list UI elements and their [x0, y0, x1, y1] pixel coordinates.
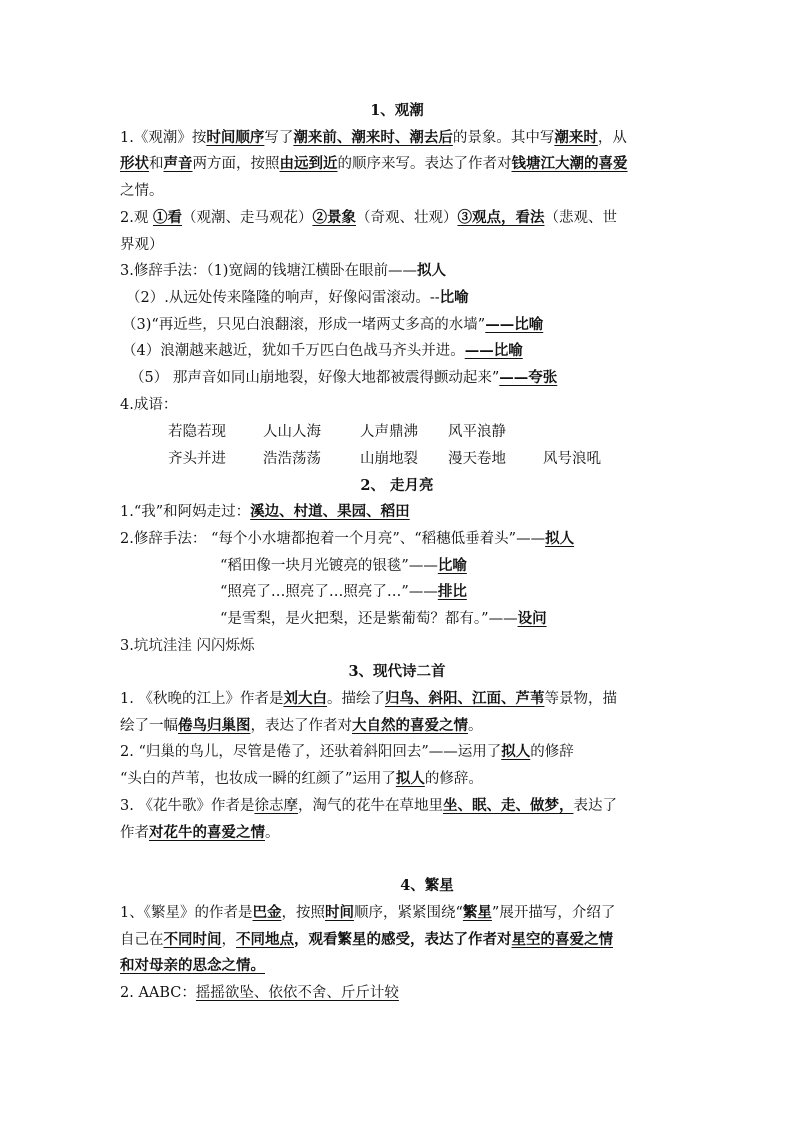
s1-para-1b: 形状和声音两方面，按照由远到近的顺序来写。表达了作者对钱塘江大潮的喜爱	[120, 155, 628, 172]
s4-para-1c: 和对母亲的思念之情。	[120, 957, 265, 974]
s3-para-2b: “头白的芦苇，也妆成一瞬的红颜了”运用了拟人的修辞。	[120, 770, 483, 787]
s2-para-1: 1.“我”和阿妈走过：溪边、村道、果园、稻田	[120, 503, 410, 520]
idiom: 漫天卷地	[448, 451, 506, 467]
idiom: 山崩地裂	[360, 451, 418, 467]
s3-para-1: 1. 《秋晚的江上》作者是刘大白。描绘了归鸟、斜阳、江面、芦苇等景物，描	[120, 690, 617, 707]
idiom: 若隐若现	[168, 424, 226, 440]
idiom: 人山人海	[263, 424, 321, 440]
idiom: 浩浩荡荡	[263, 451, 321, 467]
s4-para-1b: 自己在不同时间，不同地点，观看繁星的感受，表达了作者对星空的喜爱之情	[120, 931, 613, 948]
s1-rhetoric-5: （5） 那声音如同山崩地裂，好像大地都被震得颤动起来”——夸张	[130, 369, 558, 386]
s3-para-3: 3. 《花牛歌》作者是徐志摩，淘气的花牛在草地里坐、眠、走、做梦，表达了	[120, 797, 617, 814]
s3-para-2: 2. “归巢的鸟儿，尽管是倦了，还驮着斜阳回去”——运用了拟人的修辞	[120, 743, 574, 760]
s1-para-1: 1.《观潮》按时间顺序写了潮来前、潮来时、潮去后的景象。其中写潮来时，从	[120, 129, 627, 146]
s1-para-2: 2.观 ①看（观潮、走马观花）②景象（奇观、壮观）③观点，看法（悲观、世	[120, 209, 617, 226]
s4-para-1: 1、《繁星》的作者是巴金，按照时间顺序，紧紧围绕“繁星”展开描写，介绍了	[120, 904, 616, 921]
s2-rhetoric-4: “是雪梨，是火把梨，还是紫葡萄？都有。”——设问	[220, 610, 547, 627]
section-title-2: 2、 走月亮	[360, 477, 434, 494]
s2-para-3: 3.坑坑洼洼 闪闪烁烁	[120, 638, 255, 654]
s1-idioms-label: 4.成语：	[120, 397, 178, 413]
idiom: 人声鼎沸	[360, 424, 418, 440]
idiom: 齐头并进	[168, 451, 226, 467]
s1-rhetoric-2: （2）.从远处传来隆隆的响声，好像闷雷滚动。--比喻	[126, 289, 469, 306]
s2-rhetoric-1: 2.修辞手法： “每个小水塘都抱着一个月亮”、“稻穗低垂着头”——拟人	[120, 530, 575, 547]
s3-para-1b: 绘了一幅倦鸟归巢图，表达了作者对大自然的喜爱之情。	[120, 717, 483, 734]
s1-rhetoric-1: 3.修辞手法：（1)宽阔的钱塘江横卧在眼前——拟人	[120, 262, 446, 279]
section-title-4: 4、繁星	[400, 877, 454, 894]
idiom: 风平浪静	[448, 424, 506, 440]
s3-para-3b: 作者对花牛的喜爱之情。	[120, 824, 280, 841]
section-title-3: 3、现代诗二首	[348, 663, 446, 680]
s1-para-1c: 之情。	[120, 183, 164, 199]
section-title-1: 1、观潮	[370, 102, 424, 119]
s1-para-2b: 界观）	[120, 237, 164, 253]
s1-rhetoric-3: （3)“再近些，只见白浪翻滚，形成一堵两丈多高的水墙”——比喻	[122, 316, 544, 333]
idiom: 风号浪吼	[543, 451, 601, 467]
s2-rhetoric-2: “稻田像一块月光镀亮的银毯”——比喻	[220, 557, 467, 574]
s1-rhetoric-4: （4）浪潮越来越近，犹如千万匹白色战马齐头并进。——比喻	[122, 342, 523, 359]
s4-para-2: 2. AABC：摇摇欲坠、依依不舍、斤斤计较	[120, 985, 399, 1001]
s2-rhetoric-3: “照亮了…照亮了…照亮了…”——排比	[220, 583, 467, 600]
